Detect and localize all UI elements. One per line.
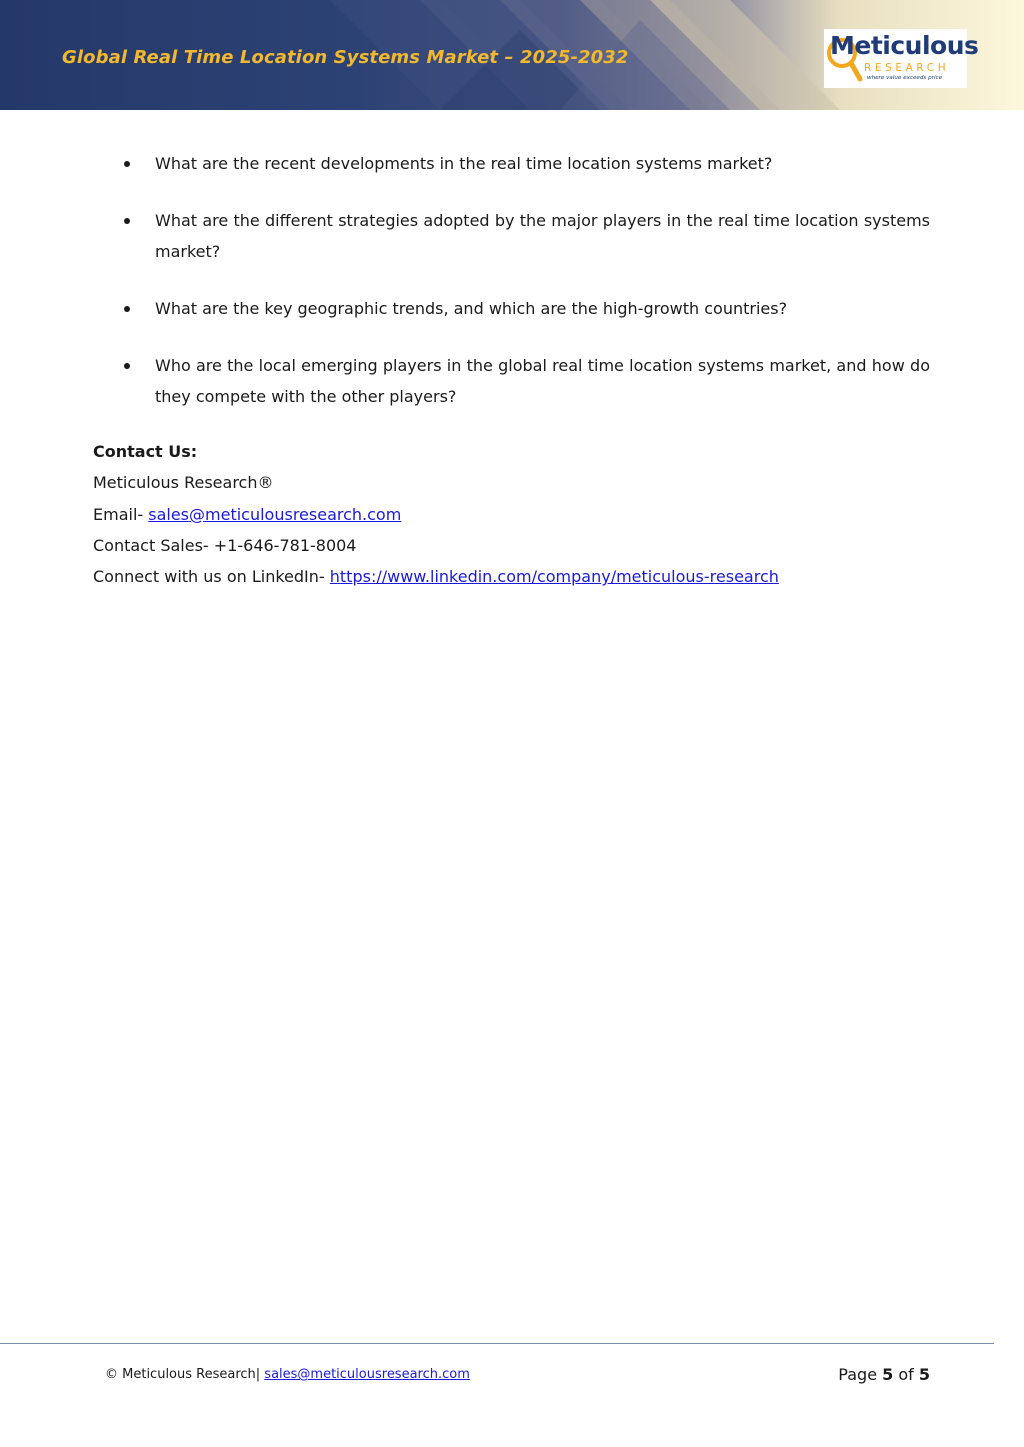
linkedin-link[interactable]: https://www.linkedin.com/company/meticulous-research: [329, 567, 779, 587]
page-total: 5: [918, 1365, 930, 1384]
logo-tagline: where value exceeds price: [867, 75, 943, 81]
email-link[interactable]: sales@meticulousresearch.com: [148, 504, 402, 524]
page-current: 5: [882, 1365, 894, 1384]
company-name: Meticulous Research®: [93, 473, 274, 493]
key-questions-list: [93, 148, 930, 438]
page-prefix: Page: [838, 1365, 883, 1384]
logo-wordmark: Meticulous: [830, 31, 979, 60]
logo-subtitle: RESEARCH: [864, 62, 950, 74]
question-text: Who are the local emerging players in the global real time location systems market, and how do they compete with the other players?: [155, 356, 930, 406]
email-line: [93, 499, 953, 530]
linkedin-label: Connect with us on LinkedIn-: [93, 567, 330, 587]
contact-heading: Contact Us:: [93, 442, 198, 461]
linkedin-line: [93, 561, 953, 592]
contact-section: [93, 436, 953, 592]
copyright-text: © Meticulous Research|: [105, 1367, 265, 1382]
bullet-icon: [124, 306, 130, 312]
question-text: What are the recent developments in the real time location systems market?: [155, 154, 773, 173]
bullet-icon: [124, 363, 130, 369]
document-title: Global Real Time Location Systems Market – 2025-2032: [62, 47, 629, 68]
list-item: [93, 205, 930, 267]
footer-divider: [0, 1343, 994, 1344]
list-item: [93, 148, 930, 179]
company-logo: [824, 29, 979, 88]
bullet-icon: [124, 161, 130, 167]
bullet-icon: [124, 218, 130, 224]
footer-copyright: [105, 1367, 470, 1382]
page-header: [0, 0, 1024, 110]
sales-phone: Contact Sales- +1-646-781-8004: [93, 535, 357, 555]
page-number: [838, 1365, 930, 1384]
list-item: [93, 350, 930, 412]
footer-email-link[interactable]: sales@meticulousresearch.com: [264, 1367, 470, 1382]
email-label: Email-: [93, 504, 149, 524]
list-item: [93, 293, 930, 324]
page-of: of: [893, 1365, 919, 1384]
question-text: What are the key geographic trends, and which are the high-growth countries?: [155, 299, 788, 318]
question-text: What are the different strategies adopted by the major players in the real time location systems market?: [155, 211, 930, 261]
